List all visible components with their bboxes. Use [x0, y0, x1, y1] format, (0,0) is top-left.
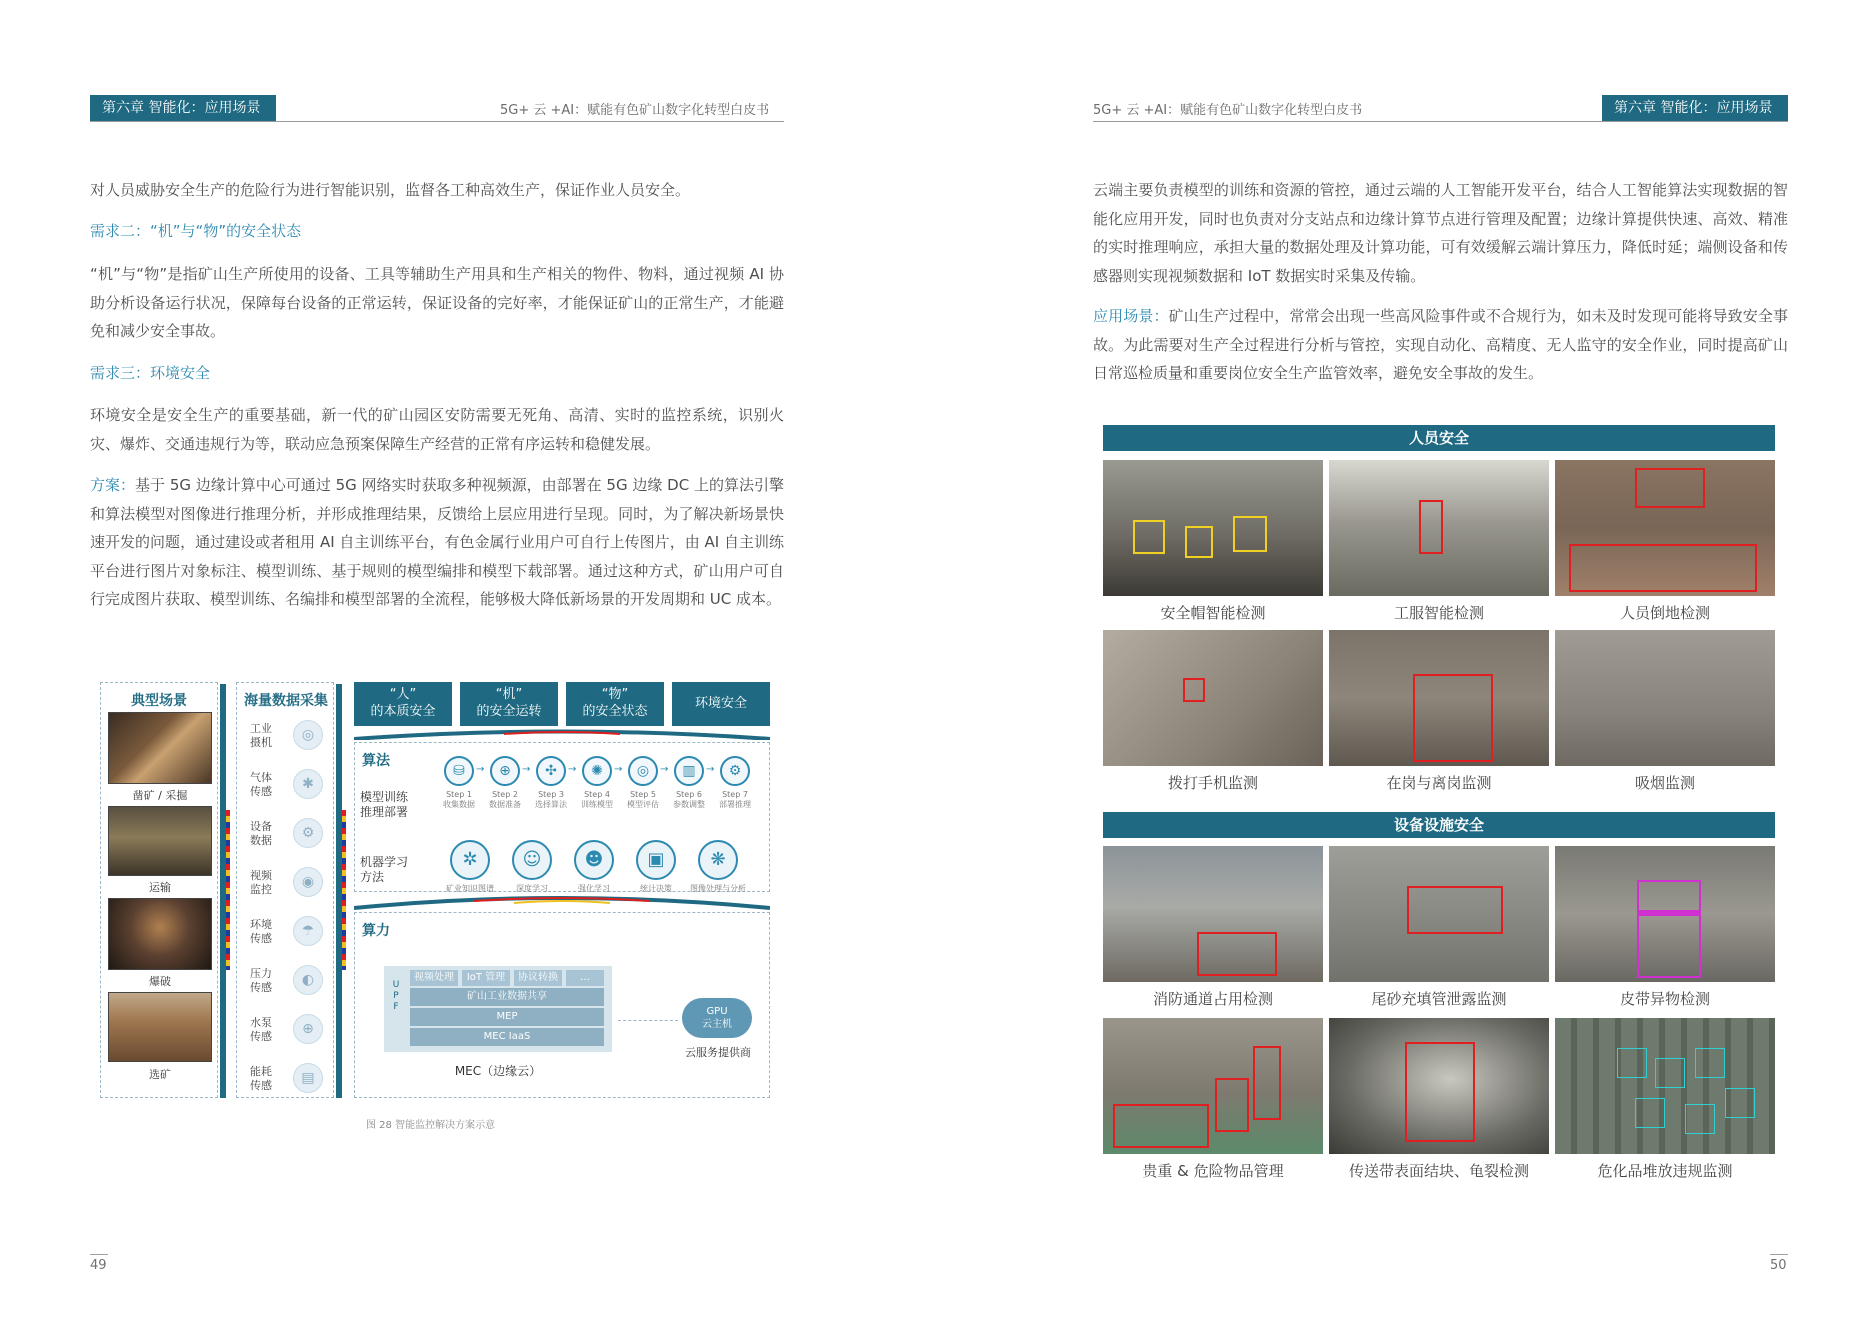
- category-line2: 的本质安全: [370, 704, 436, 719]
- photo-caption: 工服智能检测: [1393, 604, 1484, 622]
- photo-smoking-detection: [1555, 630, 1775, 766]
- step-2-icon: ⊕: [490, 756, 520, 786]
- category-material-safety: [566, 682, 664, 726]
- category-environment-safety: [672, 682, 770, 726]
- ml-method-label: 强化学习: [578, 884, 610, 893]
- step-label: [622, 790, 664, 810]
- arc-divider: [354, 894, 770, 910]
- chip-more: …: [566, 970, 604, 986]
- ml-method-label: 图像处理与分析: [690, 884, 746, 893]
- step-name: 模型评估: [627, 800, 659, 809]
- step-4-icon: ✺: [582, 756, 612, 786]
- header-rule-right: [1093, 121, 1788, 122]
- photo-on-duty-detection: [1329, 630, 1549, 766]
- photo-pipe-leak-detection: [1329, 846, 1549, 982]
- divider-accent: [342, 810, 346, 970]
- step-name: 训练模型: [581, 800, 613, 809]
- category-line1: “物”: [601, 687, 629, 702]
- scene-image-blasting: [108, 898, 212, 970]
- scene-label: 应用场景：: [1093, 307, 1169, 325]
- chapter-tag-right: 第六章 智能化：应用场景: [1602, 95, 1788, 121]
- step-label: [668, 790, 710, 810]
- camera-icon: ◎: [293, 720, 323, 750]
- arc-divider: [354, 728, 770, 740]
- scene-caption: 选矿: [149, 1068, 171, 1081]
- chip-protocol: 协议转换: [514, 970, 562, 986]
- requirement-3-body: 环境安全是安全生产的重要基础，新一代的矿山园区安防需要无死角、高清、实时的监控系统，识别火灾、爆炸、交通违规行为等，联动应急预案保障生产经营的正常有序运转和稳健发展。: [90, 406, 784, 453]
- pressure-icon: ◐: [293, 965, 323, 995]
- header-rule-left: [90, 121, 784, 122]
- scene-caption: 爆破: [149, 975, 171, 988]
- photo-valuable-goods: [1103, 1018, 1323, 1154]
- photo-caption: 尾砂充填管泄露监测: [1371, 990, 1507, 1008]
- header-title-left: 5G+ 云 +AI：赋能有色矿山数字化转型白皮书: [500, 103, 770, 118]
- category-line2: 的安全状态: [582, 704, 648, 719]
- arrow-icon: →: [660, 764, 669, 775]
- step-name: 数据准备: [489, 800, 521, 809]
- upf-label: U P F: [392, 980, 400, 1012]
- step-1-icon: ⛁: [444, 756, 474, 786]
- step-label: [530, 790, 572, 810]
- scene-caption: 运输: [149, 881, 171, 894]
- sensor-label: 压力 传感: [250, 967, 272, 994]
- knowledge-graph-icon: ✲: [450, 840, 490, 880]
- category-line2: 的安全运转: [476, 704, 542, 719]
- step-name: 部署推理: [719, 800, 751, 809]
- statistical-decision-icon: ▣: [636, 840, 676, 880]
- step-flow: [444, 756, 770, 816]
- cctv-icon: ◉: [293, 867, 323, 897]
- equipment-safety-band: 设备设施安全: [1103, 812, 1775, 838]
- cloud-caption: 云服务提供商: [685, 1046, 751, 1059]
- photo-caption: 拨打手机监测: [1167, 774, 1258, 792]
- step-number: Step 7: [722, 790, 748, 799]
- arrow-icon: →: [522, 764, 531, 775]
- stack-layer: MEP: [410, 1008, 604, 1026]
- photo-caption: 在岗与离岗监测: [1386, 774, 1492, 792]
- stack-layer: MEC IaaS: [410, 1028, 604, 1046]
- photo-helmet-detection: [1103, 460, 1323, 596]
- photo-caption: 贵重 & 危险物品管理: [1142, 1162, 1284, 1180]
- step-6-icon: ▥: [674, 756, 704, 786]
- category-line1: “人”: [389, 687, 417, 702]
- scene-image-transport: [108, 806, 212, 876]
- intro-paragraph: 对人员威胁安全生产的危险行为进行智能识别，监督各工种高效生产，保证作业人员安全。: [90, 181, 691, 199]
- solution-label: 方案：: [90, 476, 136, 494]
- page-number-rule: [1770, 1254, 1788, 1255]
- sensor-label: 环境 传感: [250, 918, 272, 945]
- step-label: [438, 790, 480, 810]
- environment-icon: ☂: [293, 916, 323, 946]
- photo-caption: 安全帽智能检测: [1160, 604, 1266, 622]
- requirement-3-heading: 需求三：环境安全: [90, 364, 211, 382]
- requirement-2-body: “机”与“物”是指矿山生产所使用的设备、工具等辅助生产用具和生产相关的物件、物料，通过视频 AI 协助分析设备运行状况，保障每台设备的正常运转，保证设备的完好率，才能保证矿山的正常生产，才能避免和减少安全事故。: [90, 265, 784, 340]
- step-3-icon: ✣: [536, 756, 566, 786]
- step-label: [484, 790, 526, 810]
- step-7-icon: ⚙: [720, 756, 750, 786]
- sensor-label: 工业 摄机: [250, 722, 272, 749]
- cloud-edge-paragraph: 云端主要负责模型的训练和资源的管控，通过云端的人工智能开发平台，结合人工智能算法实现数据的智能化应用开发，同时也负责对分支站点和边缘计算节点进行管理及配置；边缘计算提供快速、高效、精准的实时推理响应，承担大量的数据处理及计算功能，可有效缓解云端计算压力，降低时延；端侧设备和传感器则实现视频数据和 IoT 数据实时采集及传输。: [1093, 181, 1788, 285]
- step-name: 选择算法: [535, 800, 567, 809]
- category-line1: 环境安全: [694, 696, 747, 711]
- arrow-icon: →: [568, 764, 577, 775]
- deep-learning-icon: ☺: [512, 840, 552, 880]
- photo-caption: 危化品堆放违规监测: [1597, 1162, 1733, 1180]
- photo-hazmat-storage: [1555, 1018, 1775, 1154]
- scene-image-mining: [108, 712, 212, 784]
- application-scene-paragraph: [1093, 302, 1788, 388]
- chip-iot: IoT 管理: [462, 970, 510, 986]
- solution-body: 基于 5G 边缘计算中心可通过 5G 网络实时获取多种视频源，由部署在 5G 边缘 DC 上的算法引擎和算法模型对图像进行推理分析，并形成推理结果，反馈给上层应用进行呈现。同时，为了解决新场景快速开发的问题，通过建设或者租用 AI 自主训练平台，有色金属行业用户可自行上传图片，由 AI 自主训练平台进行图片对象标注、模型训练、基于规则的模型编排和模型下载部署。通过这种方式，矿山用户可自行完成图片获取、模型训练、名编排和模型部署的全流程，能够极大降低新场景的开发周期和 UC 成本。: [90, 476, 784, 608]
- photo-caption: 传送带表面结块、龟裂检测: [1348, 1162, 1529, 1180]
- sensor-list: [243, 710, 333, 1090]
- sensor-label: 能耗 传感: [250, 1065, 272, 1092]
- detection-line: [1637, 910, 1701, 916]
- chip-video: 视频处理: [410, 970, 458, 986]
- scene-caption: 凿矿 / 采掘: [132, 789, 188, 802]
- algorithm-title: 算法: [362, 753, 390, 769]
- step-number: Step 6: [676, 790, 702, 799]
- mec-label: MEC（边缘云）: [454, 1064, 542, 1078]
- category-people-safety: [354, 682, 452, 726]
- arrow-icon: →: [476, 764, 485, 775]
- photo-belt-crack-detection: [1329, 1018, 1549, 1154]
- ml-method-label: 深度学习: [516, 884, 548, 893]
- pump-icon: ⊕: [293, 1014, 323, 1044]
- page-number-rule: [90, 1254, 108, 1255]
- page-number-left: 49: [90, 1258, 107, 1273]
- sensor-label: 视频 监控: [250, 869, 272, 896]
- step-name: 参数调整: [673, 800, 705, 809]
- energy-icon: ▤: [293, 1063, 323, 1093]
- step-number: Step 2: [492, 790, 518, 799]
- sensor-label: 气体 传感: [250, 771, 272, 798]
- ml-method-label: 矿业知识图谱: [446, 884, 494, 893]
- data-collection-title: 海量数据采集: [244, 693, 328, 709]
- scenes-title: 典型场景: [131, 693, 187, 709]
- scene-body: 矿山生产过程中，常常会出现一些高风险事件或不合规行为，如未及时发现可能将导致安全事故。为此需要对生产全过程进行分析与管控，实现自动化、高精度、无人监守的安全作业，同时提高矿山日常巡检质量和重要岗位安全生产监管效率，避免安全事故的发生。: [1093, 307, 1788, 382]
- scene-image-beneficiation: [108, 992, 212, 1062]
- device-data-icon: ⚙: [293, 818, 323, 848]
- step-label: [576, 790, 618, 810]
- step-label: [714, 790, 756, 810]
- stack-layer: 矿山工业数据共享: [410, 988, 604, 1006]
- solution-diagram: [98, 680, 778, 1100]
- gas-sensor-icon: ✱: [293, 769, 323, 799]
- connector-line: [618, 1020, 678, 1022]
- category-line1: “机”: [495, 687, 523, 702]
- step-number: Step 4: [584, 790, 610, 799]
- photo-caption: 人员倒地检测: [1619, 604, 1710, 622]
- photo-caption: 消防通道占用检测: [1152, 990, 1273, 1008]
- photo-fall-detection: [1555, 460, 1775, 596]
- image-processing-icon: ❋: [698, 840, 738, 880]
- step-number: Step 5: [630, 790, 656, 799]
- photo-fire-lane-detection: [1103, 846, 1323, 982]
- requirement-2-heading: 需求二：“机”与“物”的安全状态: [90, 222, 302, 240]
- photo-caption: 皮带异物检测: [1619, 990, 1710, 1008]
- page-number-right: 50: [1770, 1258, 1787, 1273]
- personnel-safety-band: 人员安全: [1103, 425, 1775, 451]
- ml-method-label: 统计决策: [640, 884, 672, 893]
- cloud-icon: GPU 云主机: [682, 998, 752, 1038]
- ml-methods-label: 机器学习 方法: [360, 855, 409, 884]
- header-title-right: 5G+ 云 +AI：赋能有色矿山数字化转型白皮书: [1093, 103, 1363, 118]
- sensor-label: 水泵 传感: [250, 1016, 272, 1043]
- step-number: Step 3: [538, 790, 564, 799]
- figure-caption: 图 28 智能监控解决方案示意: [366, 1120, 496, 1131]
- photo-belt-foreign-object: [1555, 846, 1775, 982]
- sensor-label: 设备 数据: [250, 820, 272, 847]
- divider-accent: [226, 810, 230, 970]
- step-name: 收集数据: [443, 800, 475, 809]
- step-number: Step 1: [446, 790, 472, 799]
- photo-phone-call-detection: [1103, 630, 1323, 766]
- category-machine-safety: [460, 682, 558, 726]
- reinforcement-learning-icon: ☻: [574, 840, 614, 880]
- photo-uniform-detection: [1329, 460, 1549, 596]
- solution-paragraph: [90, 471, 784, 614]
- step-5-icon: ◎: [628, 756, 658, 786]
- chapter-tag-left: 第六章 智能化：应用场景: [90, 95, 276, 121]
- compute-title: 算力: [362, 923, 390, 939]
- model-training-label: 模型训练 推理部署: [360, 790, 409, 819]
- arrow-icon: →: [614, 764, 623, 775]
- arrow-icon: →: [706, 764, 715, 775]
- photo-caption: 吸烟监测: [1634, 774, 1695, 792]
